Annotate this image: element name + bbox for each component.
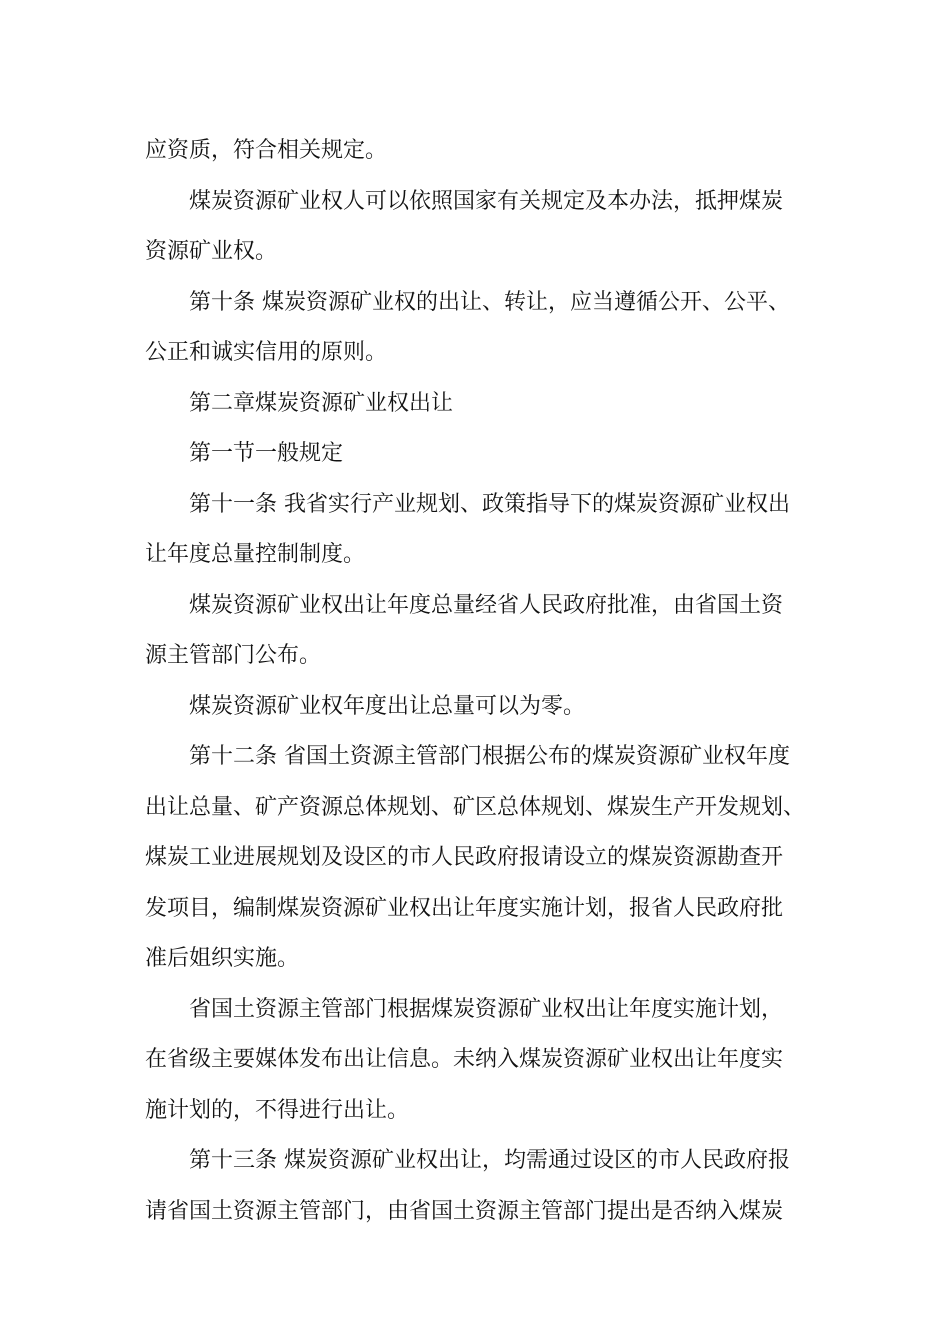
text-line: 公正和诚实信用的原则。 xyxy=(145,340,388,365)
text-line: 在省级主要媒体发布出让信息。未纳入煤炭资源矿业权出让年度实 xyxy=(145,1047,784,1072)
text-line: 第十一条 我省实行产业规划、政策指导下的煤炭资源矿业权出 xyxy=(189,491,790,517)
text-line: 应资质，符合相关规定。 xyxy=(145,138,388,163)
text-line: 请省国土资源主管部门，由省国土资源主管部门提出是否纳入煤炭 xyxy=(145,1198,784,1224)
text-line: 施计划的，不得进行出让。 xyxy=(145,1097,410,1123)
text-line: 煤炭资源矿业权出让年度总量经省人民政府批准，由省国土资 xyxy=(189,592,784,618)
text-line: 煤炭资源矿业权年度出让总量可以为零。 xyxy=(189,693,586,719)
text-line: 让年度总量控制制度。 xyxy=(145,542,366,567)
text-line: 第十条 煤炭资源矿业权的出让、转让，应当遵循公开、公平、 xyxy=(189,289,790,315)
text-line: 第一节一般规定 xyxy=(189,441,344,466)
text-line: 源主管部门公布。 xyxy=(145,643,322,668)
text-line: 第二章煤炭资源矿业权出让 xyxy=(189,390,454,416)
text-line: 省国土资源主管部门根据煤炭资源矿业权出让年度实施计划， xyxy=(189,996,784,1022)
text-line: 资源矿业权。 xyxy=(145,239,278,264)
text-line: 煤炭工业进展规划及设区的市人民政府报请设立的煤炭资源勘查开 xyxy=(145,845,784,870)
document-body xyxy=(145,126,815,1237)
text-line: 煤炭资源矿业权人可以依照国家有关规定及本办法，抵押煤炭 xyxy=(189,188,784,214)
text-line: 第十三条 煤炭资源矿业权出让，均需通过设区的市人民政府报 xyxy=(189,1148,790,1173)
text-line: 第十二条 省国土资源主管部门根据公布的煤炭资源矿业权年度 xyxy=(189,744,790,769)
text-line: 出让总量、矿产资源总体规划、矿区总体规划、煤炭生产开发规划、 xyxy=(145,794,806,820)
text-line: 准后姐织实施。 xyxy=(145,946,300,971)
text-line: 发项目，编制煤炭资源矿业权出让年度实施计划，报省人民政府批 xyxy=(145,895,784,921)
